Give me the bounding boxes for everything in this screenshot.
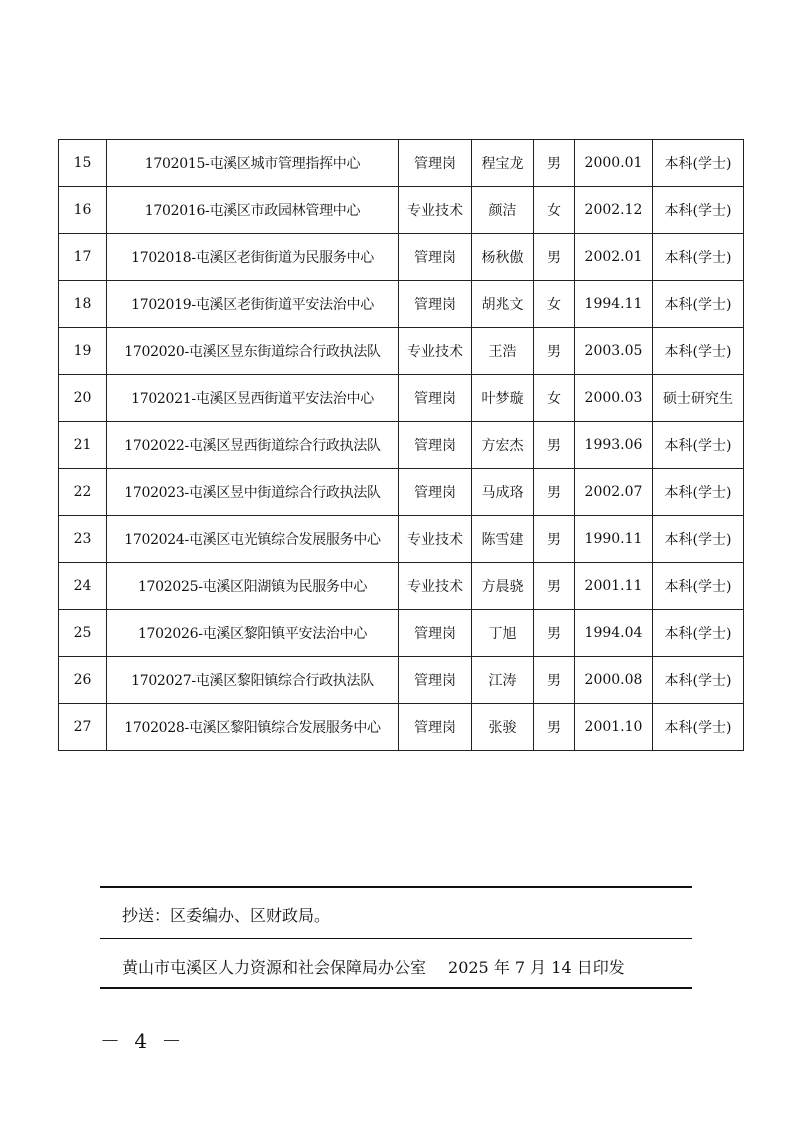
- cell-education: 硕士研究生: [653, 375, 744, 422]
- cc-line: 抄送：区委编办、区财政局。: [122, 906, 331, 925]
- cell-number: 27: [59, 704, 107, 751]
- cell-name: 王浩: [472, 328, 534, 375]
- cell-birth-date: 1994.04: [575, 610, 653, 657]
- cell-gender: 男: [534, 469, 575, 516]
- cell-post-type: 管理岗: [399, 234, 472, 281]
- cell-name: 马成珞: [472, 469, 534, 516]
- cell-gender: 男: [534, 610, 575, 657]
- table-row: [59, 234, 744, 281]
- cell-birth-date: 2001.10: [575, 704, 653, 751]
- cell-post-type: 专业技术: [399, 563, 472, 610]
- table-row: [59, 563, 744, 610]
- cell-birth-date: 2002.12: [575, 187, 653, 234]
- cell-education: 本科(学士): [653, 281, 744, 328]
- cell-post-type: 专业技术: [399, 516, 472, 563]
- table-row: [59, 187, 744, 234]
- cell-birth-date: 2001.11: [575, 563, 653, 610]
- cell-name: 方晨骁: [472, 563, 534, 610]
- cell-post-type: 管理岗: [399, 375, 472, 422]
- cell-post-type: 管理岗: [399, 140, 472, 187]
- cell-post-type: 管理岗: [399, 704, 472, 751]
- cell-position: 1702028-屯溪区黎阳镇综合发展服务中心: [107, 704, 399, 751]
- issue-date: 2025 年 7 月 14 日印发: [448, 958, 625, 977]
- table-row: [59, 657, 744, 704]
- footer-bottom-rule: [100, 987, 692, 989]
- cell-number: 20: [59, 375, 107, 422]
- cell-name: 江涛: [472, 657, 534, 704]
- cell-education: 本科(学士): [653, 516, 744, 563]
- cell-post-type: 专业技术: [399, 187, 472, 234]
- cell-gender: 男: [534, 657, 575, 704]
- cell-name: 丁旭: [472, 610, 534, 657]
- table-row: [59, 422, 744, 469]
- cell-birth-date: 1990.11: [575, 516, 653, 563]
- cell-number: 24: [59, 563, 107, 610]
- cell-name: 颜洁: [472, 187, 534, 234]
- cell-name: 方宏杰: [472, 422, 534, 469]
- cell-name: 叶梦璇: [472, 375, 534, 422]
- cell-name: 张骏: [472, 704, 534, 751]
- cell-birth-date: 2003.05: [575, 328, 653, 375]
- cell-position: 1702021-屯溪区昱西街道平安法治中心: [107, 375, 399, 422]
- cell-gender: 男: [534, 422, 575, 469]
- cell-position: 1702019-屯溪区老街街道平安法治中心: [107, 281, 399, 328]
- roster-table: [58, 139, 744, 751]
- cell-position: 1702023-屯溪区昱中街道综合行政执法队: [107, 469, 399, 516]
- footer-middle-rule: [100, 938, 692, 939]
- cell-education: 本科(学士): [653, 422, 744, 469]
- cell-number: 22: [59, 469, 107, 516]
- cell-gender: 男: [534, 563, 575, 610]
- cell-birth-date: 1993.06: [575, 422, 653, 469]
- cell-education: 本科(学士): [653, 328, 744, 375]
- cell-education: 本科(学士): [653, 704, 744, 751]
- table-row: [59, 516, 744, 563]
- cell-education: 本科(学士): [653, 657, 744, 704]
- issuer-name: 黄山市屯溪区人力资源和社会保障局办公室: [122, 958, 427, 977]
- cell-position: 1702025-屯溪区阳湖镇为民服务中心: [107, 563, 399, 610]
- cell-gender: 男: [534, 140, 575, 187]
- cell-gender: 男: [534, 704, 575, 751]
- cell-name: 程宝龙: [472, 140, 534, 187]
- cell-post-type: 管理岗: [399, 422, 472, 469]
- cell-birth-date: 2002.07: [575, 469, 653, 516]
- cell-gender: 男: [534, 234, 575, 281]
- cell-post-type: 专业技术: [399, 328, 472, 375]
- cell-education: 本科(学士): [653, 140, 744, 187]
- cell-education: 本科(学士): [653, 469, 744, 516]
- footer-top-rule: [100, 886, 692, 888]
- cell-name: 杨秋傲: [472, 234, 534, 281]
- cell-position: 1702016-屯溪区市政园林管理中心: [107, 187, 399, 234]
- cell-name: 胡兆文: [472, 281, 534, 328]
- cell-education: 本科(学士): [653, 563, 744, 610]
- cell-birth-date: 1994.11: [575, 281, 653, 328]
- issuer-line: [122, 955, 625, 978]
- cell-position: 1702018-屯溪区老街街道为民服务中心: [107, 234, 399, 281]
- table-row: [59, 375, 744, 422]
- cell-position: 1702024-屯溪区屯光镇综合发展服务中心: [107, 516, 399, 563]
- cell-position: 1702015-屯溪区城市管理指挥中心: [107, 140, 399, 187]
- cell-position: 1702026-屯溪区黎阳镇平安法治中心: [107, 610, 399, 657]
- table-row: [59, 328, 744, 375]
- cell-position: 1702027-屯溪区黎阳镇综合行政执法队: [107, 657, 399, 704]
- cell-education: 本科(学士): [653, 610, 744, 657]
- cell-gender: 女: [534, 187, 575, 234]
- cell-education: 本科(学士): [653, 187, 744, 234]
- cell-number: 19: [59, 328, 107, 375]
- cell-post-type: 管理岗: [399, 281, 472, 328]
- cell-number: 25: [59, 610, 107, 657]
- cell-birth-date: 2000.03: [575, 375, 653, 422]
- cell-post-type: 管理岗: [399, 657, 472, 704]
- roster-table-body: [59, 140, 744, 751]
- cell-education: 本科(学士): [653, 234, 744, 281]
- table-row: [59, 281, 744, 328]
- cell-number: 18: [59, 281, 107, 328]
- cell-gender: 女: [534, 281, 575, 328]
- cell-birth-date: 2000.01: [575, 140, 653, 187]
- table-row: [59, 610, 744, 657]
- cell-name: 陈雪建: [472, 516, 534, 563]
- cell-birth-date: 2002.01: [575, 234, 653, 281]
- cell-number: 16: [59, 187, 107, 234]
- cell-gender: 男: [534, 516, 575, 563]
- cell-birth-date: 2000.08: [575, 657, 653, 704]
- cell-gender: 男: [534, 328, 575, 375]
- cell-number: 17: [59, 234, 107, 281]
- page-number: － 4 －: [100, 1029, 186, 1053]
- table-row: [59, 704, 744, 751]
- cell-post-type: 管理岗: [399, 610, 472, 657]
- cell-number: 26: [59, 657, 107, 704]
- cell-number: 15: [59, 140, 107, 187]
- table-row: [59, 140, 744, 187]
- cell-number: 23: [59, 516, 107, 563]
- cell-post-type: 管理岗: [399, 469, 472, 516]
- cell-position: 1702022-屯溪区昱西街道综合行政执法队: [107, 422, 399, 469]
- cell-position: 1702020-屯溪区昱东街道综合行政执法队: [107, 328, 399, 375]
- table-row: [59, 469, 744, 516]
- cell-number: 21: [59, 422, 107, 469]
- cell-gender: 女: [534, 375, 575, 422]
